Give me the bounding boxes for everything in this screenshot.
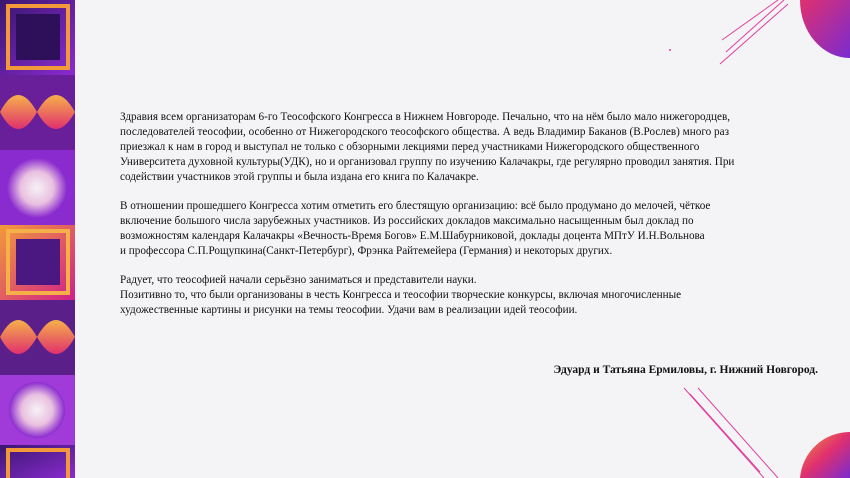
signature: Эдуард и Татьяна Ермиловы, г. Нижний Новгород. — [553, 364, 818, 376]
text-line: Здравия всем организаторам 6-го Теософского Конгресса в Нижнем Новгороде. Печально, что на нём было мало нижегородцев, — [120, 111, 731, 123]
text-line: последователей теософии, особенно от Нижегородского теософского общества. А ведь Владимир Баканов (В.Рослев) много раз — [120, 126, 729, 138]
text-line: художественные картины и рисунки на темы теософии. Удачи вам в реализации идей теософии. — [120, 304, 578, 316]
text-line: включение большого числа зарубежных участников. Из российских докладов максимально насыщенным был доклад по — [120, 215, 694, 227]
paragraph-4 — [120, 288, 820, 318]
decorative-corner-top-right — [660, 0, 850, 110]
paragraph-1 — [120, 110, 820, 185]
text-line: Университета духовной культуры(УДК), но и организовал группу по изучению Калачакры, где регулярно проводил занятия. При — [120, 156, 735, 168]
decorative-side-strip — [0, 0, 75, 478]
text-line: и профессора С.П.Рощупкина(Санкт-Петербург), Фрэнка Райтемейера (Германия) и некоторых других. — [120, 245, 613, 257]
text-line: приезжал к нам в город и выступал не только с обзорными лекциями перед участниками Нижегородского общественного — [120, 141, 700, 153]
text-line: содействии участников этой группы и была издана его книга по Калачакре. — [120, 171, 479, 183]
decorative-corner-bottom-right — [680, 380, 850, 478]
letter-body — [120, 110, 820, 332]
text-line: В отношении прошедшего Конгресса хотим отметить его блестящую организацию: всё было продумано до мелочей, чёткое — [120, 200, 711, 212]
text-line: Позитивно то, что были организованы в честь Конгресса и теософии творческие конкурсы, включая многочисленные — [120, 289, 682, 301]
paragraph-3 — [120, 273, 820, 288]
paragraph-2 — [120, 199, 820, 259]
text-line: возможностям календаря Калачакры «Вечность-Время Богов» Е.М.Шабурниковой, доклады доцента МПтУ И.Н.Вольнова — [120, 230, 705, 242]
text-line: Радует, что теософией начали серьёзно заниматься и представители науки. — [120, 274, 477, 286]
